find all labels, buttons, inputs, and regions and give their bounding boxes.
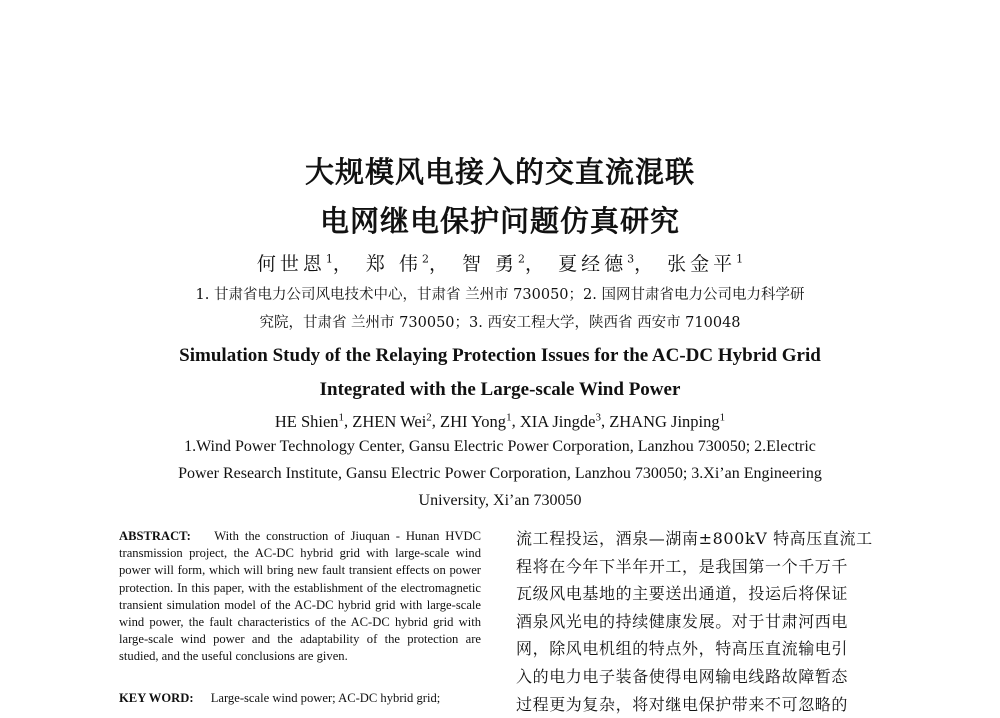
title-en-line1: Simulation Study of the Relaying Protection Issues for the AC-DC Hybrid Grid <box>179 345 821 366</box>
authors-cn: 何世恩$^1$， 郑 伟$^2$， 智 勇$^2$， 夏经德$^3$， 张金平$^1$ <box>256 252 744 275</box>
author-cn-2: 郑 伟$^2$ <box>365 252 429 275</box>
author-cn-3: 智 勇$^2$ <box>461 252 526 275</box>
author-en-1: HE Shien$^1$ <box>274 411 345 431</box>
affiliation-cn-line1: 1. 甘肃省电力公司风电技术中心，甘肃省 兰州市 730050；2. 国网甘肃省电力公司电力科学研 <box>195 287 805 303</box>
body-cn-line: 过程更为复杂，将对继电保护带来不可忽略的 <box>516 694 849 714</box>
author-en-5: ZHANG Jinping$^1$ <box>609 411 726 431</box>
abstract-text: With the construction of Jiuquan - Hunan HVDC transmission project, the AC-DC hybrid grid with large-scale wind power will form, which will bring new fault transient effects on power protection. In this paper, with the establishment of the electromagnetic transient simulation model of the AC-DC hybrid grid with large-scale wind power, the fault characteristics of the AC-DC hybrid grid with large-scale wind power and the adaptability of the protection are studied, and the useful conclusions are given. <box>119 529 481 664</box>
title-en-line2: Integrated with the Large-scale Wind Power <box>319 379 681 400</box>
body-cn-line: 酒泉风光电的持续健康发展。对于甘肃河西电 <box>516 611 849 631</box>
affiliation-en-line2: Power Research Institute, Gansu Electric Power Corporation, Lanzhou 730050; 3.Xi’an Engineering <box>178 465 822 482</box>
body-cn-line: 流工程投运，酒泉—湖南±800kV 特高压直流工 <box>516 529 873 548</box>
author-cn-1: 何世恩$^1$ <box>256 252 333 275</box>
title-cn-line1: 大规模风电接入的交直流混联 <box>304 155 695 189</box>
title-cn-line2: 电网继电保护问题仿真研究 <box>319 204 680 238</box>
affiliation-en-line1: 1.Wind Power Technology Center, Gansu Electric Power Corporation, Lanzhou 730050; 2.Electric <box>184 438 816 455</box>
abstract-label: ABSTRACT: <box>119 529 191 543</box>
body-cn-line: 瓦级风电基地的主要送出通道，投运后将保证 <box>516 584 849 604</box>
body-cn-line: 程将在今年下半年开工，是我国第一个千万千 <box>516 556 849 576</box>
author-cn-5: 张金平$^1$ <box>667 252 744 275</box>
affiliation-cn-line2: 究院，甘肃省 兰州市 730050；3. 西安工程大学，陕西省 西安市 710048 <box>259 315 741 331</box>
keywords-text: Large-scale wind power; AC-DC hybrid grid; <box>210 691 441 705</box>
author-en-4: XIA Jingde$^3$ <box>519 411 601 431</box>
body-cn-line: 网，除风电机组的特点外，特高压直流输电引 <box>516 639 849 659</box>
affiliation-en-line3: University, Xi’an 730050 <box>418 492 582 509</box>
author-cn-4: 夏经德$^3$ <box>558 252 635 275</box>
keywords-label: KEY WORD: <box>119 691 194 705</box>
keywords <box>119 691 481 706</box>
authors-en: HE Shien$^1$, ZHEN Wei$^2$, ZHI Yong$^1$, XIA Jingde$^3$, ZHANG Jinping$^1$ <box>274 411 726 431</box>
abstract <box>119 528 481 666</box>
author-en-3: ZHI Yong$^1$ <box>440 411 512 431</box>
body-text-cn <box>516 525 886 718</box>
author-en-2: ZHEN Wei$^2$ <box>352 411 432 431</box>
body-cn-line: 入的电力电子装备使得电网输电线路故障暂态 <box>516 666 849 686</box>
